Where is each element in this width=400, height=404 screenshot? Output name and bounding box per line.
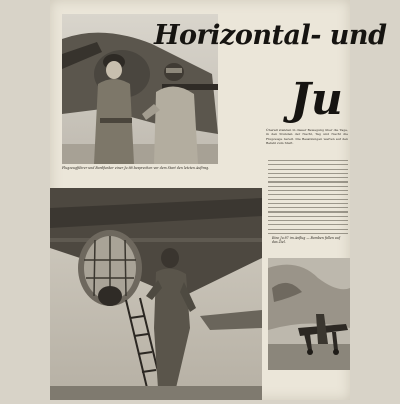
headline-line-2: Ju [290,74,343,125]
photo-bomber-graphic [50,188,262,400]
caption-top-photo: Flugzeugführer und Bordfunker einer Ju 88 besprechen vor dem Start den letzten Auftrag. [62,166,210,170]
magazine-page [50,0,387,400]
photo-bomber-nose [50,188,262,400]
photo-dive-bomber-graphic [268,258,350,370]
article-body-lines [268,160,348,237]
article-intro: Überall standen in dieser Bewegung über die Tage, in den Stunden der Nacht, Tag und Nacht die Flugzeuge bereit. Die Besatzungen warten auf den Befehl zum Start. [266,128,348,145]
headline-line-1: Horizontal- und [154,20,387,51]
caption-small-photo: Eine Ju 87 im Anflug — Bomben fallen auf das Ziel. [272,236,341,245]
photo-dive-bomber [268,258,350,370]
